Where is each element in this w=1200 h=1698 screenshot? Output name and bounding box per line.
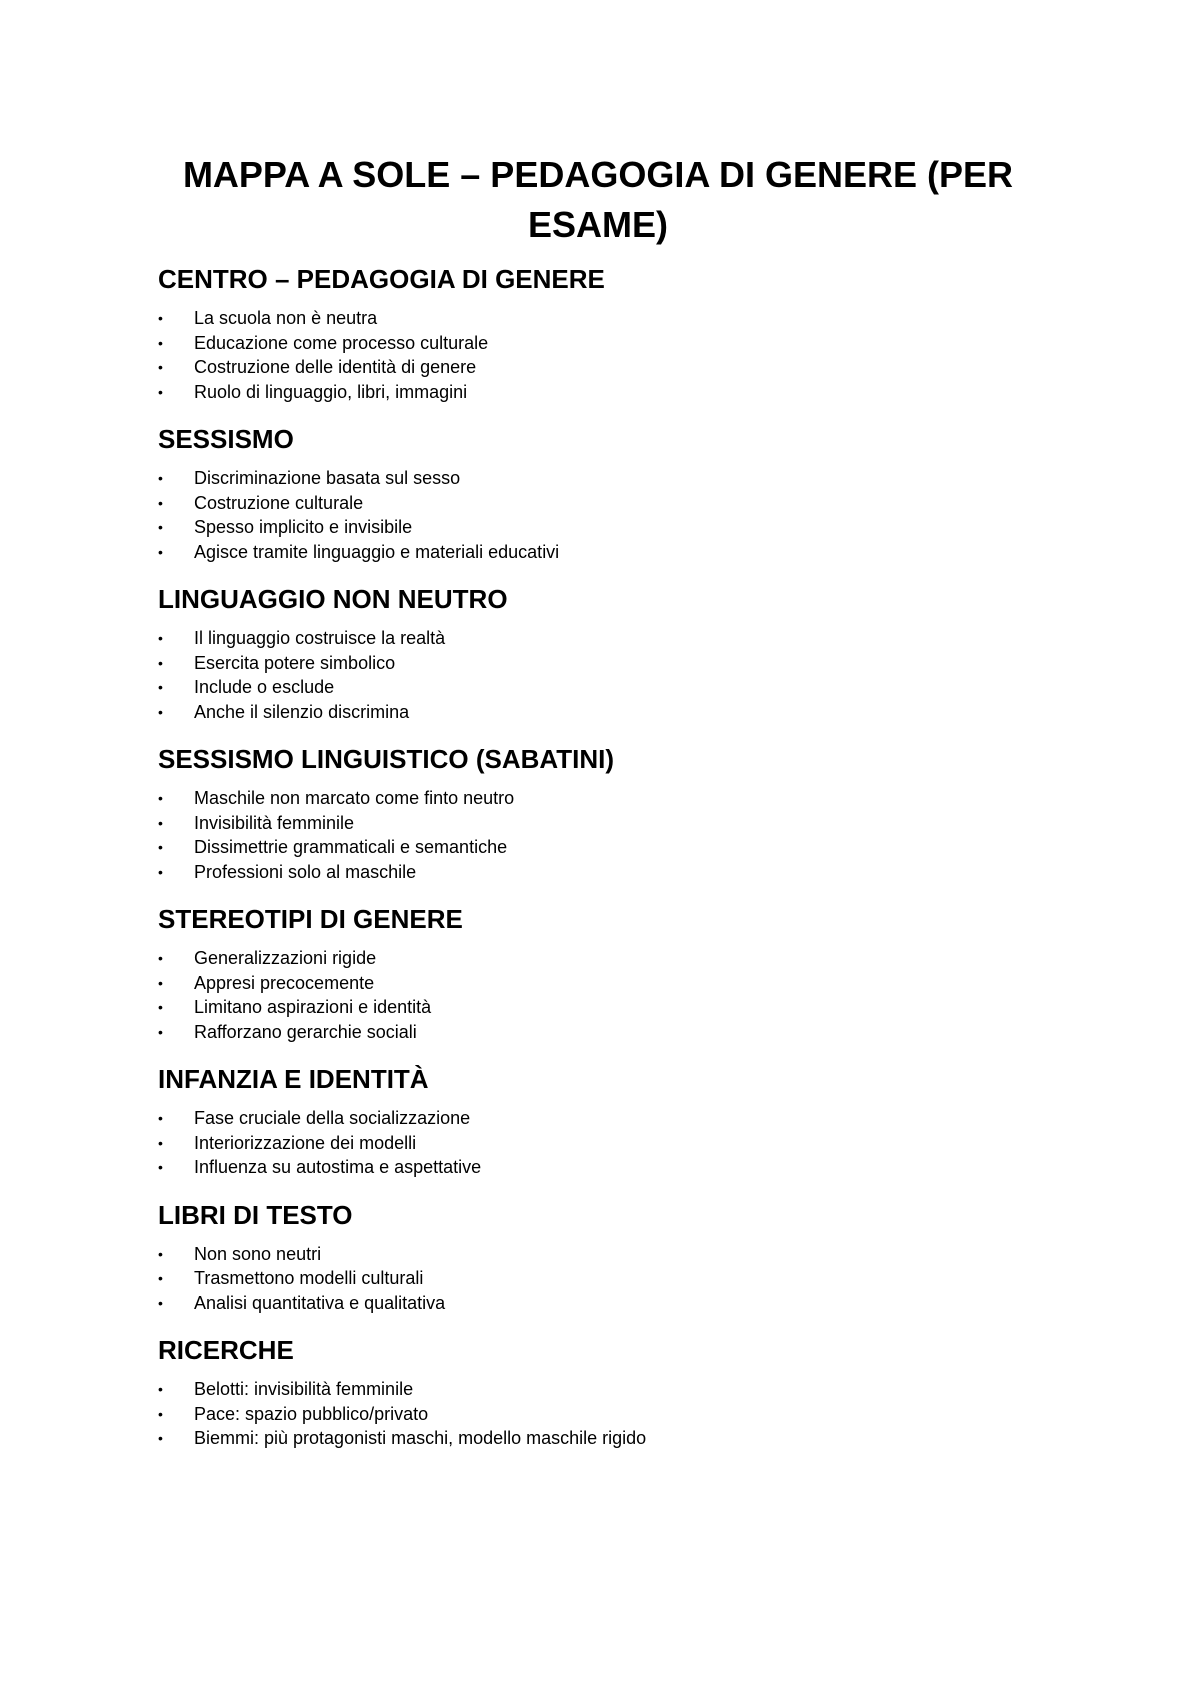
list-item-text: Educazione come processo culturale bbox=[194, 332, 489, 353]
list-item bbox=[158, 811, 1038, 836]
bullet-dot-icon: • bbox=[158, 1159, 163, 1175]
bullet-dot-icon: • bbox=[158, 310, 163, 326]
bullet-dot-icon: • bbox=[158, 1023, 163, 1040]
list-item-text: Dissimettrie grammaticali e semantiche bbox=[194, 837, 508, 857]
list-item-text: Costruzione delle identità di genere bbox=[194, 357, 477, 377]
list-item-text: Biemmi: più protagonisti maschi, modello maschile rigido bbox=[194, 1428, 647, 1448]
list-item bbox=[158, 1242, 1038, 1267]
list-item-text: Interiorizzazione dei modelli bbox=[194, 1132, 417, 1153]
list-item-text: Professioni solo al maschile bbox=[194, 861, 417, 882]
section-libri-di-testo bbox=[158, 1198, 1038, 1316]
list-item-text: Analisi quantitativa e qualitativa bbox=[194, 1292, 446, 1313]
list-item-text: Rafforzano gerarchie sociali bbox=[194, 1021, 417, 1042]
list-item-text: Belotti: invisibilità femminile bbox=[194, 1379, 414, 1399]
bullet-dot-icon: • bbox=[158, 790, 163, 806]
list-item-text: Anche il silenzio discrimina bbox=[194, 701, 410, 722]
list-item bbox=[158, 700, 1038, 725]
section-stereotipi-di-genere bbox=[158, 902, 1038, 1044]
list-item bbox=[158, 626, 1038, 651]
section-sessismo-linguistico-sabatini bbox=[158, 742, 1038, 884]
list-item bbox=[158, 971, 1038, 996]
bullet-dot-icon: • bbox=[158, 863, 163, 880]
bullet-dot-icon: • bbox=[158, 1134, 163, 1151]
bullet-dot-icon: • bbox=[158, 519, 163, 535]
list-item-text: Limitano aspirazioni e identità bbox=[194, 997, 432, 1017]
list-item bbox=[158, 1377, 1038, 1402]
document-title: MAPPA A SOLE – PEDAGOGIA DI GENERE (PER ESAME) bbox=[182, 154, 1014, 245]
bullet-dot-icon: • bbox=[158, 1270, 163, 1286]
bullet-dot-icon: • bbox=[158, 470, 163, 486]
bullet-list bbox=[158, 1377, 1038, 1451]
list-item-text: Spesso implicito e invisibile bbox=[194, 517, 413, 537]
document-page bbox=[158, 150, 1038, 1469]
section-heading: RICERCHE bbox=[158, 1335, 294, 1365]
bullet-dot-icon: • bbox=[158, 654, 163, 671]
list-item bbox=[158, 331, 1038, 356]
list-item bbox=[158, 1291, 1038, 1316]
bullet-dot-icon: • bbox=[158, 974, 163, 991]
list-item bbox=[158, 675, 1038, 700]
list-item-text: Il linguaggio costruisce la realtà bbox=[194, 628, 446, 648]
list-item bbox=[158, 946, 1038, 971]
bullet-list bbox=[158, 946, 1038, 1044]
bullet-dot-icon: • bbox=[158, 999, 163, 1015]
list-item-text: Influenza su autostima e aspettative bbox=[194, 1157, 482, 1177]
list-item bbox=[158, 651, 1038, 676]
bullet-dot-icon: • bbox=[158, 630, 163, 646]
list-item-text: Invisibilità femminile bbox=[194, 812, 355, 833]
section-heading: LINGUAGGIO NON NEUTRO bbox=[158, 584, 508, 614]
list-item-text: Non sono neutri bbox=[194, 1243, 322, 1264]
list-item-text: Include o esclude bbox=[194, 677, 335, 697]
sections-container bbox=[158, 262, 1038, 1451]
bullet-list bbox=[158, 306, 1038, 404]
section-infanzia-e-identita bbox=[158, 1062, 1038, 1180]
section-sessismo bbox=[158, 422, 1038, 564]
list-item bbox=[158, 515, 1038, 540]
bullet-list bbox=[158, 786, 1038, 884]
bullet-dot-icon: • bbox=[158, 1294, 163, 1311]
section-heading: STEREOTIPI DI GENERE bbox=[158, 904, 463, 934]
list-item bbox=[158, 786, 1038, 811]
list-item bbox=[158, 1155, 1038, 1180]
bullet-list bbox=[158, 1242, 1038, 1316]
section-ricerche bbox=[158, 1333, 1038, 1451]
bullet-dot-icon: • bbox=[158, 679, 163, 695]
bullet-dot-icon: • bbox=[158, 839, 163, 855]
list-item-text: Discriminazione basata sul sesso bbox=[194, 468, 461, 488]
bullet-dot-icon: • bbox=[158, 1381, 163, 1397]
bullet-list bbox=[158, 466, 1038, 564]
list-item bbox=[158, 355, 1038, 380]
section-heading: SESSISMO LINGUISTICO (SABATINI) bbox=[158, 744, 614, 774]
list-item-text: Ruolo di linguaggio, libri, immagini bbox=[194, 381, 468, 402]
section-heading: LIBRI DI TESTO bbox=[158, 1199, 353, 1230]
list-item-text: Fase cruciale della socializzazione bbox=[194, 1108, 471, 1128]
bullet-dot-icon: • bbox=[158, 1245, 163, 1262]
section-heading: SESSISMO bbox=[158, 424, 294, 454]
list-item-text: Pace: spazio pubblico/privato bbox=[194, 1403, 429, 1424]
bullet-dot-icon: • bbox=[158, 334, 163, 351]
list-item-text: Agisce tramite linguaggio e materiali educativi bbox=[194, 541, 560, 562]
bullet-dot-icon: • bbox=[158, 1110, 163, 1126]
bullet-dot-icon: • bbox=[158, 543, 163, 560]
list-item-text: Appresi precocemente bbox=[194, 972, 375, 993]
bullet-list bbox=[158, 1106, 1038, 1180]
list-item bbox=[158, 1266, 1038, 1291]
list-item bbox=[158, 466, 1038, 491]
bullet-dot-icon: • bbox=[158, 703, 163, 720]
list-item-text: Esercita potere simbolico bbox=[194, 652, 396, 673]
list-item bbox=[158, 1106, 1038, 1131]
list-item-text: Trasmettono modelli culturali bbox=[194, 1268, 424, 1288]
list-item-text: La scuola non è neutra bbox=[194, 308, 378, 328]
list-item bbox=[158, 1402, 1038, 1427]
list-item bbox=[158, 1131, 1038, 1156]
list-item-text: Costruzione culturale bbox=[194, 492, 364, 513]
list-item bbox=[158, 491, 1038, 516]
list-item bbox=[158, 835, 1038, 860]
list-item bbox=[158, 1020, 1038, 1045]
list-item-text: Maschile non marcato come finto neutro bbox=[194, 788, 515, 808]
bullet-dot-icon: • bbox=[158, 814, 163, 831]
bullet-dot-icon: • bbox=[158, 494, 163, 511]
bullet-dot-icon: • bbox=[158, 1430, 163, 1446]
bullet-list bbox=[158, 626, 1038, 724]
list-item bbox=[158, 380, 1038, 405]
bullet-dot-icon: • bbox=[158, 359, 163, 375]
bullet-dot-icon: • bbox=[158, 383, 163, 400]
section-linguaggio-non-neutro bbox=[158, 582, 1038, 724]
list-item bbox=[158, 540, 1038, 565]
list-item-text: Generalizzazioni rigide bbox=[194, 948, 377, 968]
section-heading: CENTRO – PEDAGOGIA DI GENERE bbox=[158, 264, 605, 294]
section-heading: INFANZIA E IDENTITÀ bbox=[158, 1064, 429, 1094]
list-item bbox=[158, 995, 1038, 1020]
list-item bbox=[158, 1426, 1038, 1451]
bullet-dot-icon: • bbox=[158, 950, 163, 966]
list-item bbox=[158, 306, 1038, 331]
bullet-dot-icon: • bbox=[158, 1405, 163, 1422]
list-item bbox=[158, 860, 1038, 885]
section-centro-pedagogia-di-genere bbox=[158, 262, 1038, 404]
